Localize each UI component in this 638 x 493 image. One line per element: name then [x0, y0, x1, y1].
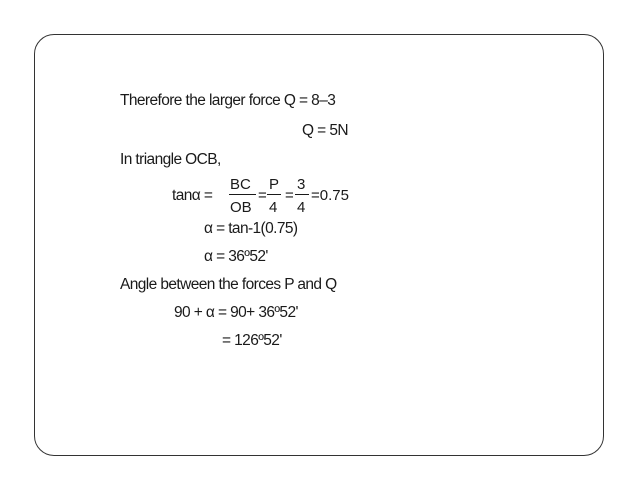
fraction-p-numerator: P [269, 176, 280, 193]
fraction-4-denominator-2: 4 [297, 199, 306, 216]
tan-result: =0.75 [311, 187, 349, 204]
fraction-bc-numerator: BC [230, 176, 251, 193]
fraction-4-denominator: 4 [269, 199, 278, 216]
text-alpha-arctan: α = tan-1(0.75) [204, 220, 298, 237]
fraction-bar-p-4 [267, 194, 281, 195]
equals-sign-1: = [258, 187, 267, 204]
text-larger-force: Therefore the larger force Q = 8–3 [120, 92, 336, 109]
text-alpha-value: α = 36º52' [204, 248, 268, 265]
equals-sign-2: = [285, 187, 294, 204]
text-angle-result: = 126º52' [222, 332, 282, 349]
tan-alpha-lhs: tanα = [172, 187, 213, 204]
fraction-bar-3-4 [295, 194, 309, 195]
fraction-3-numerator: 3 [297, 176, 306, 193]
fraction-bar-bc-ob [229, 194, 256, 195]
text-q-result: Q = 5N [302, 122, 348, 139]
text-angle-sum: 90 + α = 90+ 36º52' [174, 304, 298, 321]
text-triangle-ocb: In triangle OCB, [120, 151, 221, 168]
fraction-ob-denominator: OB [230, 199, 252, 216]
text-angle-between: Angle between the forces P and Q [120, 276, 337, 293]
